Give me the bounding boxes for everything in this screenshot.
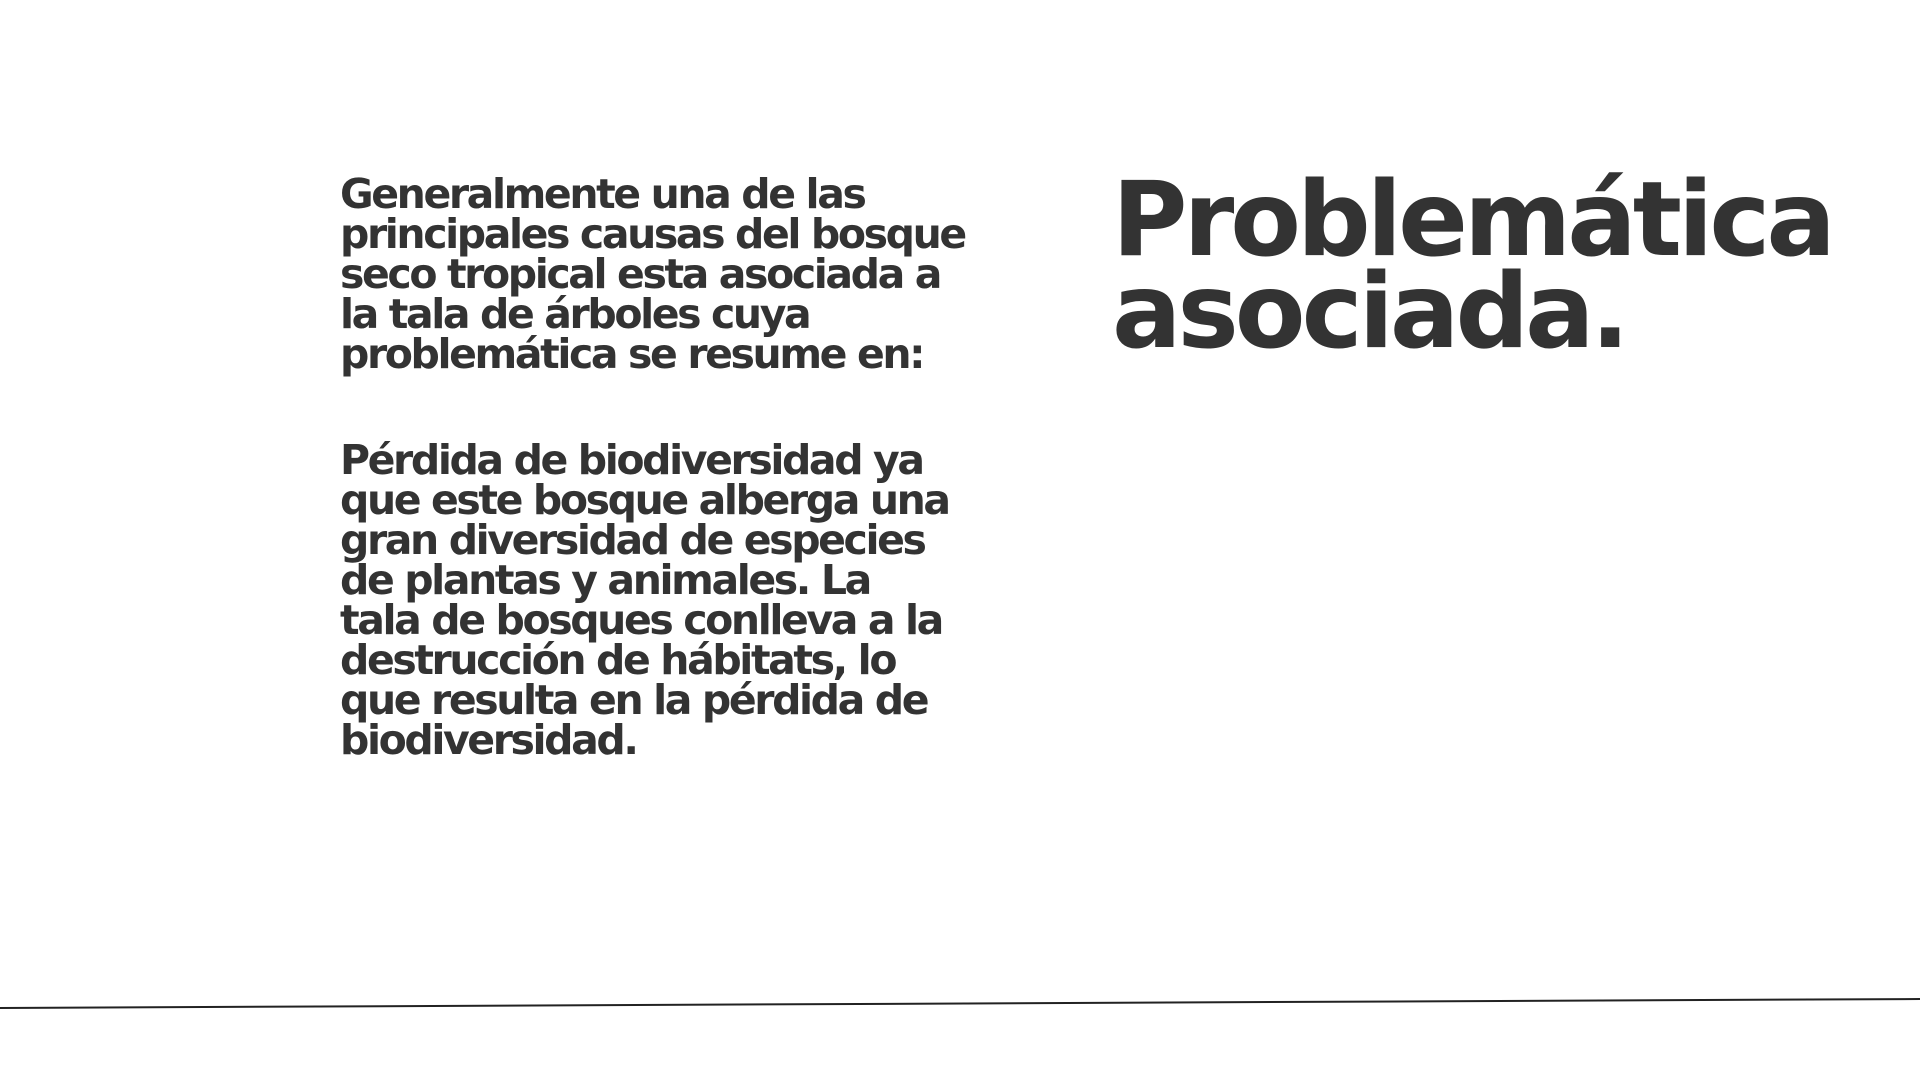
biodiversity-paragraph: Pérdida de biodiversidad ya que este bosque alberga una gran diversidad de especies de plantas y animales. La tala de bosques conlleva a la destrucción de hábitats, lo que resulta en la pérdida de biodiversidad. xyxy=(340,436,949,764)
intro-paragraph: Generalmente una de las principales causas del bosque seco tropical esta asociada a la tala de árboles cuya problemática se resume en: xyxy=(340,170,965,378)
slide-title xyxy=(1112,160,1892,372)
slide-title-line-2: asociada. xyxy=(1112,252,1626,372)
slide-title-line-1: Problemática xyxy=(1112,160,1832,280)
